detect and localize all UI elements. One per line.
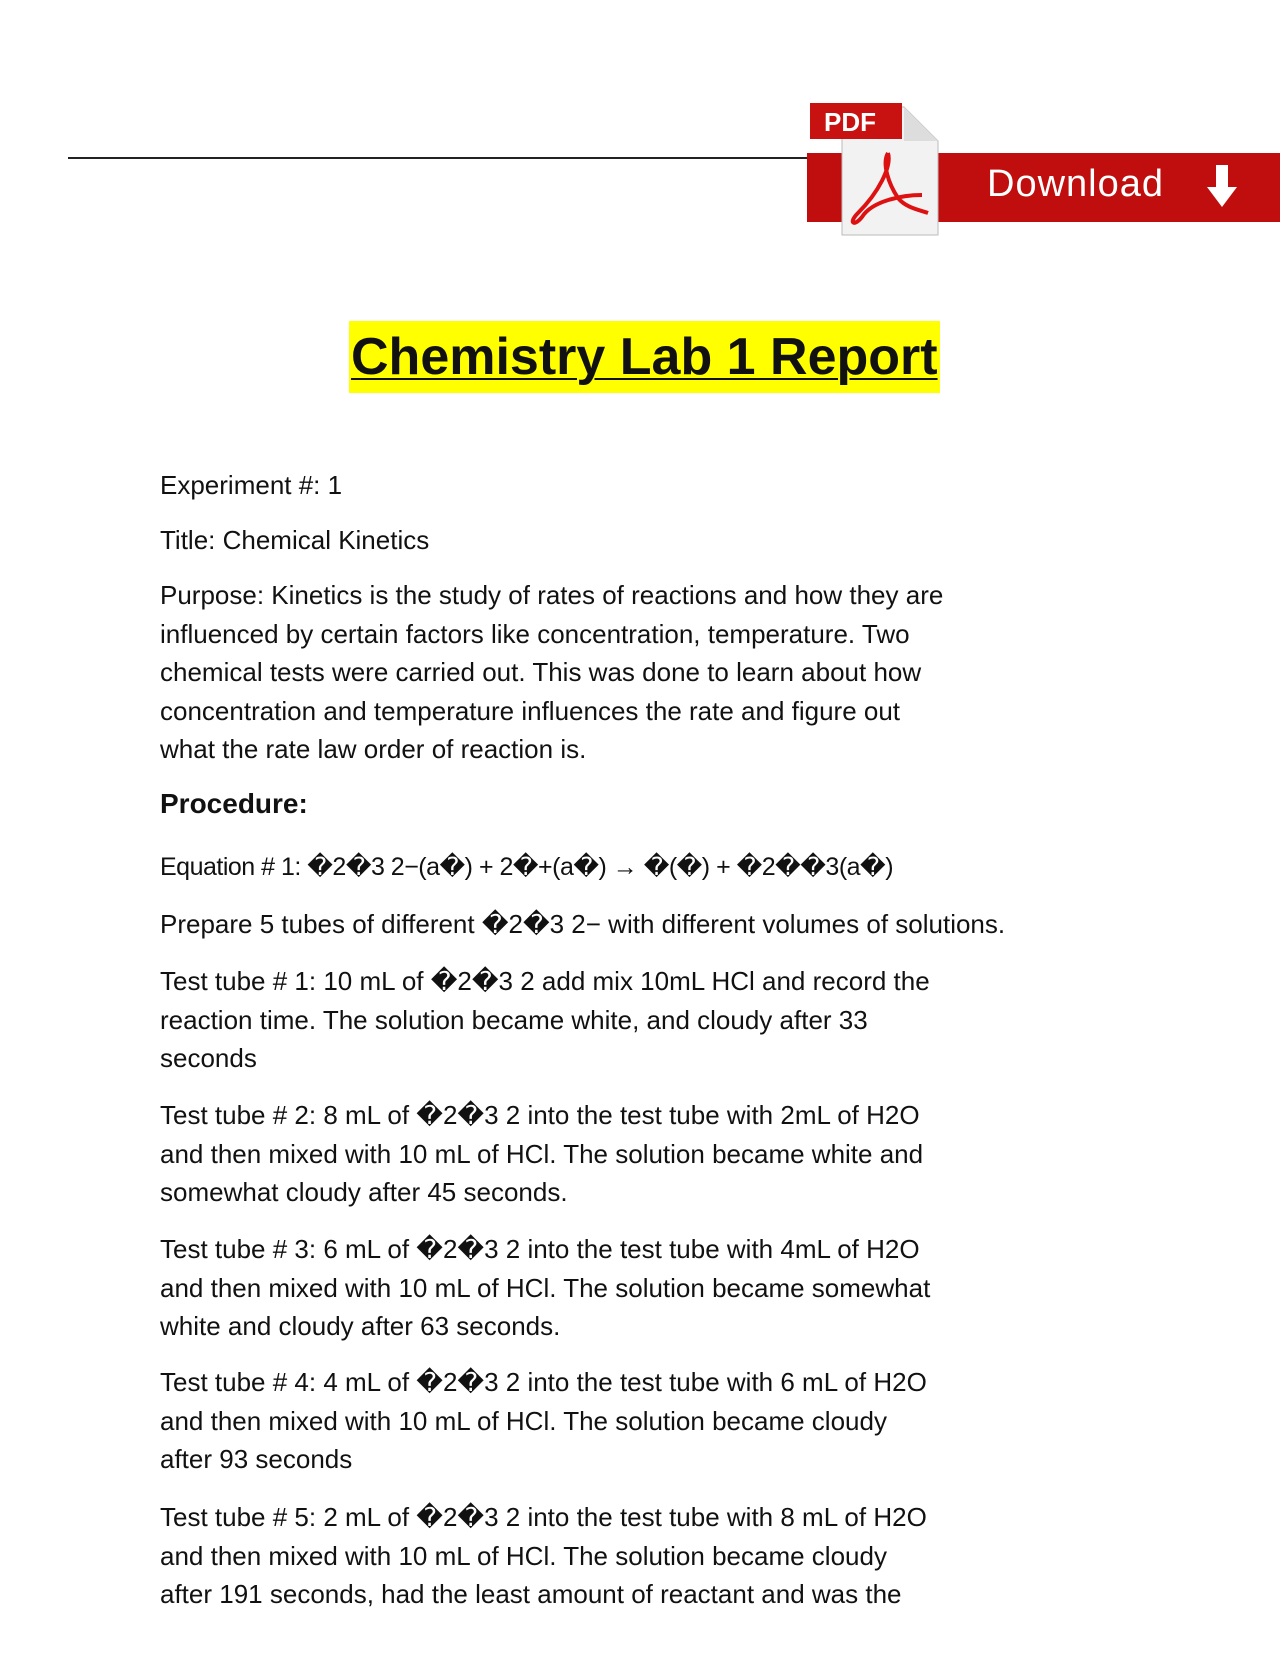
text-line: after 191 seconds, had the least amount of reactant and was the xyxy=(160,1579,902,1609)
test-tube-2 xyxy=(160,1096,1060,1212)
equation: Equation # 1: �2�3 2−(a�) + 2�+(a�) → �(�) + �2��3(a�) xyxy=(160,853,894,881)
pdf-label: PDF xyxy=(824,107,876,137)
procedure-heading: Procedure: xyxy=(160,788,308,819)
test-tube-5 xyxy=(160,1498,1060,1614)
text-line: and then mixed with 10 mL of HCl. The solution became white and xyxy=(160,1138,924,1169)
prepare-text: Prepare 5 tubes of different �2�3 2− with different volumes of solutions. xyxy=(160,909,1006,939)
text-line: and then mixed with 10 mL of HCl. The solution became cloudy xyxy=(160,1405,887,1436)
download-arrow-icon xyxy=(1205,163,1239,209)
test-tube-4 xyxy=(160,1363,1060,1479)
text-line: influenced by certain factors like concentration, temperature. Two xyxy=(160,618,910,649)
text-line: reaction time. The solution became white, and cloudy after 33 xyxy=(160,1004,868,1035)
text-line: and then mixed with 10 mL of HCl. The solution became cloudy xyxy=(160,1540,887,1571)
experiment-number: Experiment #: 1 xyxy=(160,470,343,500)
download-label: Download xyxy=(987,163,1164,205)
test-tube-1 xyxy=(160,962,1060,1078)
text-line: Purpose: Kinetics is the study of rates of reactions and how they are xyxy=(160,580,944,610)
text-line: concentration and temperature influences the rate and figure out xyxy=(160,695,901,726)
text-line: Test tube # 4: 4 mL of �2�3 2 into the test tube with 6 mL of H2O xyxy=(160,1367,927,1397)
purpose-paragraph xyxy=(160,576,1060,769)
text-line: Test tube # 5: 2 mL of �2�3 2 into the test tube with 8 mL of H2O xyxy=(160,1502,927,1532)
text-line: white and cloudy after 63 seconds. xyxy=(160,1311,561,1341)
text-line: after 93 seconds xyxy=(160,1444,353,1474)
pdf-file-icon xyxy=(810,103,940,237)
text-line: Test tube # 1: 10 mL of �2�3 2 add mix 10mL HCl and record the xyxy=(160,966,930,996)
page-title: Chemistry Lab 1 Report xyxy=(349,321,940,393)
text-line: chemical tests were carried out. This was done to learn about how xyxy=(160,657,922,687)
text-line: what the rate law order of reaction is. xyxy=(160,734,587,764)
text-line: Test tube # 2: 8 mL of �2�3 2 into the test tube with 2mL of H2O xyxy=(160,1100,920,1130)
test-tube-3 xyxy=(160,1230,1060,1346)
text-line: Test tube # 3: 6 mL of �2�3 2 into the test tube with 4mL of H2O xyxy=(160,1234,920,1264)
text-line: seconds xyxy=(160,1043,257,1073)
text-line: somewhat cloudy after 45 seconds. xyxy=(160,1177,568,1207)
text-line: and then mixed with 10 mL of HCl. The solution became somewhat xyxy=(160,1272,931,1303)
header-rule xyxy=(68,157,828,159)
lab-title: Title: Chemical Kinetics xyxy=(160,525,430,555)
